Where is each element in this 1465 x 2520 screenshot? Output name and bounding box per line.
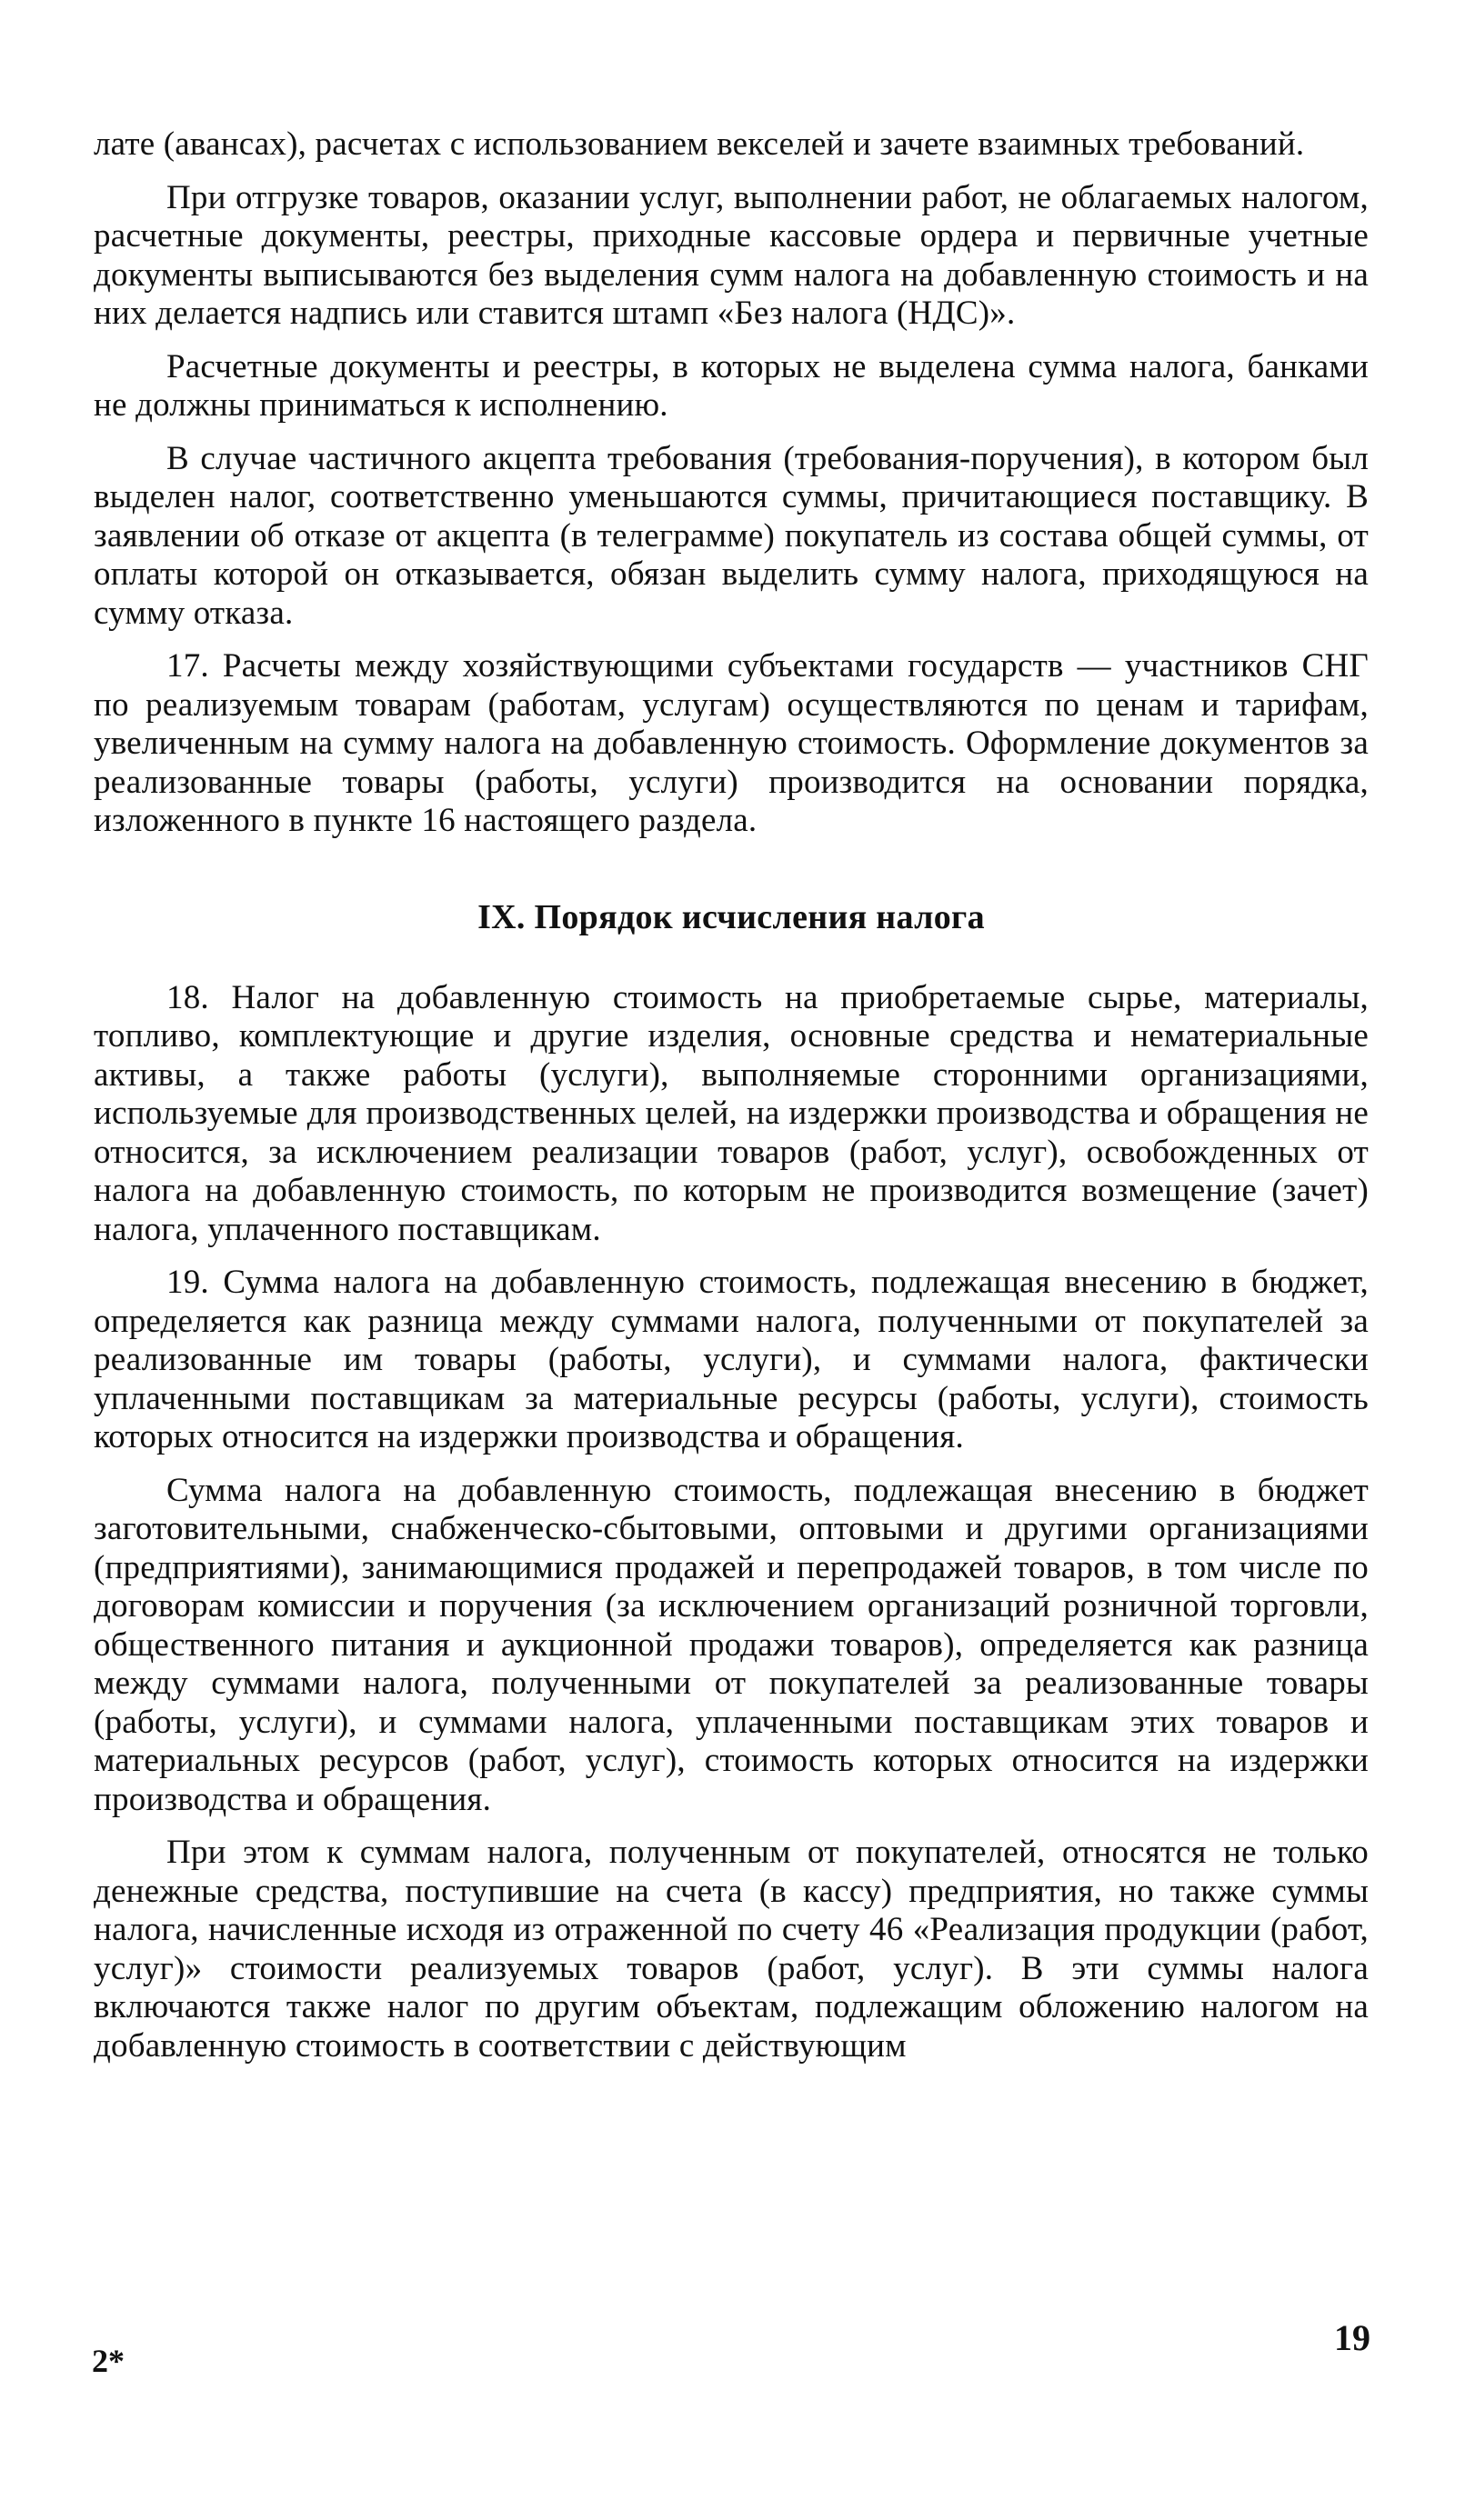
paragraph-continued: лате (авансах), расчетах с использованием векселей и зачете взаимных требований. bbox=[94, 125, 1305, 163]
paragraph-tax-received: При этом к суммам налога, полученным от покупателей, относятся не только денежные средства, поступившие на счета (в кассу) предприятия, но также суммы налога, начисленные исходя из отраженной по счету 46 «Реализация продукции (работ, услуг)» стоимости реализуемых товаров (работ, услуг). В эти суммы налога включаются также налог по другим объектам, подлежащим обложению налогом на добавленную стоимость в соответствии с действующим bbox=[94, 1834, 1369, 2065]
paragraph-banks: Расчетные документы и реестры, в которых не выделена сумма налога, банками не должны приниматься к исполнению. bbox=[94, 347, 1369, 424]
paragraph-17-cis: 17. Расчеты между хозяйствующими субъектами государств — участников СНГ по реализуемым товарам (работам, услугам) осуществляются по ценам и тарифам, увеличенным на сумму налога на добавленную стоимость. Оформление документов за реализованные товары (работы, услуги) производится на основании порядка, изложенного в пункте 16 настоящего раздела. bbox=[94, 647, 1369, 839]
paragraph-19: 19. Сумма налога на добавленную стоимость, подлежащая внесению в бюджет, определяется как разница между суммами налога, полученными от покупателей за реализованные им товары (работы, услуги), и суммами налога, фактически уплаченными поставщикам за материальные ресурсы (работы, услуги), стоимость которых относится на издержки производства и обращения. bbox=[94, 1264, 1369, 1455]
section-heading: IX. Порядок исчисления налога bbox=[477, 897, 985, 936]
document-page bbox=[94, 125, 1369, 2080]
paragraph-no-tax-documents: При отгрузке товаров, оказании услуг, выполнении работ, не облагаемых налогом, расчетные документы, реестры, приходные кассовые ордера и первичные учетные документы выписываются без выделения сумм налога на добавленную стоимость и на них делается надпись или ставится штамп «Без налога (НДС)». bbox=[94, 178, 1369, 332]
paragraph-18: 18. Налог на добавленную стоимость на приобретаемые сырье, материалы, топливо, комплектующие и другие изделия, основные средства и нематериальные активы, а также работы (услуги), выполняемые сторонними организациями, используемые для производственных целей, на издержки производства и обращения не относится, за исключением реализации товаров (работ, услуг), освобожденных от налога на добавленную стоимость, по которым не производится возмещение (зачет) налога, уплаченного поставщикам. bbox=[94, 978, 1369, 1248]
page-number: 19 bbox=[1334, 2317, 1370, 2358]
signature-mark: 2* bbox=[92, 2343, 125, 2379]
paragraph-partial-acceptance: В случае частичного акцепта требования (требования-поручения), в котором был выделен налог, соответственно уменьшаются суммы, причитающиеся поставщику. В заявлении об отказе от акцепта (в телеграмме) покупатель из состава общей суммы, от оплаты которой он отказывается, обязан выделить сумму налога, приходящуюся на сумму отказа. bbox=[94, 439, 1369, 632]
paragraph-wholesale: Сумма налога на добавленную стоимость, подлежащая внесению в бюджет заготовительными, снабженческо-сбытовыми, оптовыми и другими организациями (предприятиями), занимающимися продажей и перепродажей товаров, в том числе по договорам комиссии и поручения (за исключением организаций розничной торговли, общественного питания и аукционной продажи товаров), определяется как разница между суммами налога, полученными от покупателей за реализованные товары (работы, услуги), и суммами налога, уплаченными поставщикам этих товаров и материальных ресурсов (работ, услуг), стоимость которых относится на издержки производства и обращения. bbox=[94, 1471, 1369, 1818]
